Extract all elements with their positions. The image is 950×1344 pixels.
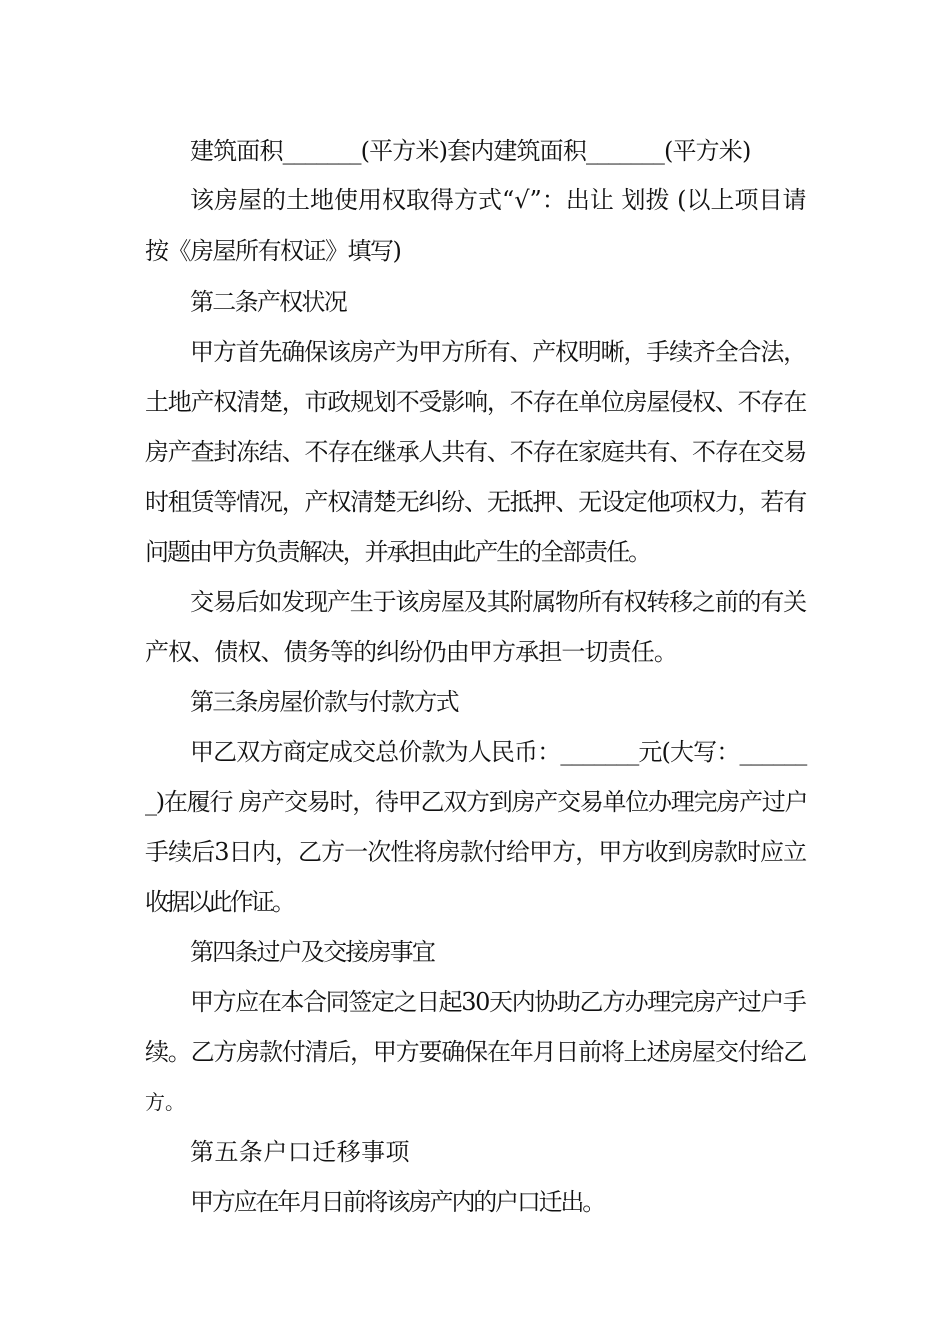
- text-line-16: 收据以此作证。: [145, 888, 293, 916]
- text-line-10: 交易后如发现产生于该房屋及其附属物所有权转移之前的有关: [190, 588, 806, 616]
- text-line-18: 甲方应在本合同签定之日起30天内协助乙方办理完房产过户手: [190, 988, 806, 1016]
- text-line-14: _)在履行 房产交易时，待甲乙双方到房产交易单位办理完房产过户: [145, 788, 808, 816]
- section-heading-2: 第二条产权状况: [190, 288, 346, 316]
- text-line-19: 续。乙方房款付清后，甲方要确保在年月日前将上述房屋交付给乙: [145, 1038, 806, 1066]
- text-line-8: 时租赁等情况，产权清楚无纠纷、无抵押、无设定他项权力，若有: [145, 488, 806, 516]
- text-line-1: 建筑面积_______(平方米)套内建筑面积_______(平方米): [190, 137, 751, 165]
- section-heading-5: 第五条户口迁移事项: [190, 1138, 410, 1166]
- text-line-3: 按《房屋所有权证》填写): [145, 237, 401, 265]
- text-line-22: 甲方应在年月日前将该房产内的户口迁出。: [190, 1188, 604, 1216]
- text-line-5: 甲方首先确保该房产为甲方所有、产权明晰，手续齐全合法，: [190, 338, 806, 366]
- text-line-20: 方。: [145, 1090, 185, 1114]
- text-line-15: 手续后3日内，乙方一次性将房款付给甲方，甲方收到房款时应立: [145, 838, 807, 866]
- text-line-11: 产权、债权、债务等的纠纷仍由甲方承担一切责任。: [145, 638, 677, 666]
- section-heading-3: 第三条房屋价款与付款方式: [190, 688, 458, 716]
- text-line-2: 该房屋的土地使用权取得方式“√”：出让 划拨 (以上项目请: [190, 186, 807, 214]
- text-line-7: 房产查封冻结、不存在继承人共有、不存在家庭共有、不存在交易: [145, 438, 806, 466]
- text-line-6: 土地产权清楚，市政规划不受影响，不存在单位房屋侵权、不存在: [145, 388, 806, 416]
- text-line-13: 甲乙双方商定成交总价款为人民币：_______元(大写：______: [190, 738, 807, 766]
- section-heading-4: 第四条过户及交接房事宜: [190, 938, 434, 966]
- text-line-9: 问题由甲方负责解决，并承担由此产生的全部责任。: [145, 538, 650, 566]
